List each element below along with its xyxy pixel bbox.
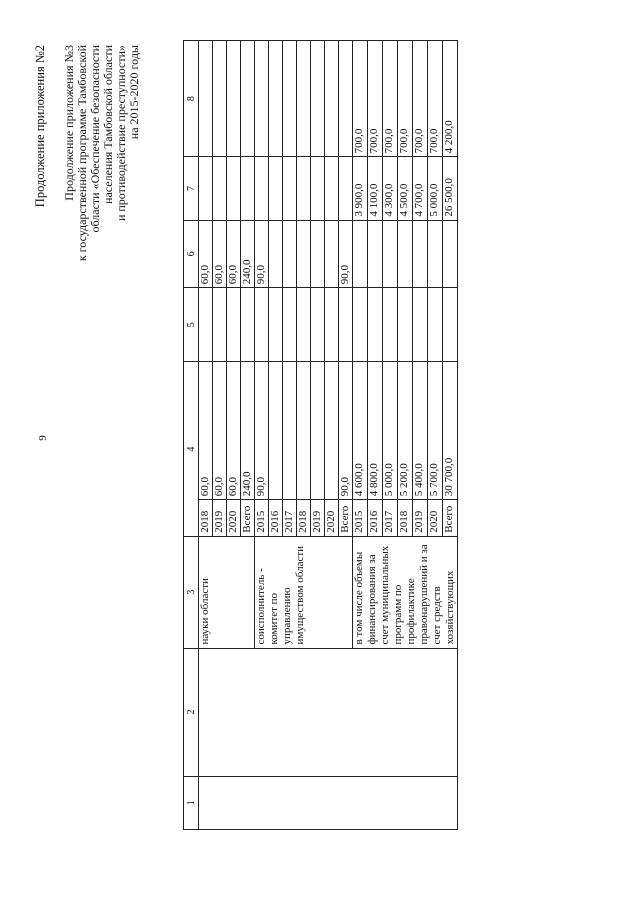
header-line: на 2015-2020 годы [127,45,141,140]
federal-cell [269,288,283,362]
column-number: 7 [184,157,199,220]
column-number: 5 [184,288,199,362]
funding-table-wrapper [183,40,458,830]
regional-cell: 90,0 [339,220,353,288]
total-cell: 5 400,0 [413,362,428,500]
total-cell: 60,0 [227,362,241,500]
regional-cell: 240,0 [241,220,255,288]
federal-cell [283,288,297,362]
column-number: 4 [184,362,199,536]
municipal-cell [269,157,283,220]
total-cell [311,362,325,500]
column-number-row [184,41,199,830]
total-cell: 4 600,0 [353,362,368,500]
continuation-label: Продолжение приложения №2 [33,45,47,208]
regional-cell [297,220,311,288]
federal-cell [368,288,383,362]
regional-cell [353,220,368,288]
year-cell: 2019 [311,500,325,536]
year-cell: 2018 [297,500,311,536]
regional-cell [413,220,428,288]
total-cell: 90,0 [255,362,269,500]
page-number: 9 [36,435,49,441]
other-cell [199,41,213,157]
other-cell [241,41,255,157]
year-cell: 2016 [368,500,383,536]
municipal-cell: 26 500,0 [443,157,458,220]
federal-cell [213,288,227,362]
header-line: населения Тамбовской области [101,45,115,204]
funding-table [183,40,458,830]
total-cell: 30 700,0 [443,362,458,500]
federal-cell [241,288,255,362]
year-cell: 2018 [398,500,413,536]
total-cell: 240,0 [241,362,255,500]
total-cell [325,362,339,500]
federal-cell [413,288,428,362]
municipal-cell [199,157,213,220]
municipal-cell: 4 300,0 [383,157,398,220]
regional-cell [398,220,413,288]
year-cell: 2017 [283,500,297,536]
document-header [34,45,141,405]
municipal-cell [213,157,227,220]
regional-cell [311,220,325,288]
federal-cell [311,288,325,362]
federal-cell [353,288,368,362]
federal-cell [199,288,213,362]
year-cell: 2020 [325,500,339,536]
regional-cell [269,220,283,288]
municipal-cell [255,157,269,220]
total-cell: 90,0 [339,362,353,500]
other-cell: 700,0 [368,41,383,157]
column-number: 6 [184,220,199,288]
other-cell [255,41,269,157]
municipal-cell [241,157,255,220]
column-number: 1 [184,776,199,829]
federal-cell [398,288,413,362]
total-cell: 4 800,0 [368,362,383,500]
other-cell [227,41,241,157]
municipal-cell [283,157,297,220]
regional-cell: 90,0 [255,220,269,288]
municipal-cell: 4 100,0 [368,157,383,220]
municipal-cell: 5 000,0 [428,157,443,220]
table-body [199,41,458,830]
other-cell [213,41,227,157]
other-cell: 700,0 [413,41,428,157]
regional-cell [325,220,339,288]
year-cell: 2020 [428,500,443,536]
column-number: 3 [184,536,199,648]
header-line: к государственной программе Тамбовской [75,45,89,262]
municipal-cell [311,157,325,220]
regional-cell [443,220,458,288]
municipal-cell: 3 900,0 [353,157,368,220]
municipal-cell [227,157,241,220]
federal-cell [383,288,398,362]
other-cell: 700,0 [428,41,443,157]
year-cell: 2015 [353,500,368,536]
total-cell: 60,0 [213,362,227,500]
year-cell: 2018 [199,500,213,536]
other-cell: 700,0 [383,41,398,157]
year-cell: Всего [241,500,255,536]
federal-cell [443,288,458,362]
column-number: 2 [184,648,199,776]
other-cell: 700,0 [353,41,368,157]
table-row [199,41,213,830]
other-cell [297,41,311,157]
total-cell: 60,0 [199,362,213,500]
regional-cell: 60,0 [213,220,227,288]
executor-label: науки области [199,536,255,648]
year-cell: 2019 [213,500,227,536]
federal-cell [255,288,269,362]
other-cell [325,41,339,157]
header-line: Продолжение приложения №3 [62,45,76,201]
other-cell [339,41,353,157]
federal-cell [325,288,339,362]
year-cell: 2020 [227,500,241,536]
year-cell: 2017 [383,500,398,536]
year-cell: 2015 [255,500,269,536]
federal-cell [227,288,241,362]
total-cell: 5 700,0 [428,362,443,500]
header-line: области «Обеспечение безопасности [88,45,102,233]
other-cell [311,41,325,157]
executor-label: соисполнитель - комитет по управлению имуществом области [255,536,353,648]
municipal-cell: 4 700,0 [413,157,428,220]
total-cell: 5 200,0 [398,362,413,500]
year-cell: 2019 [413,500,428,536]
other-cell: 700,0 [398,41,413,157]
other-cell: 4 200,0 [443,41,458,157]
total-cell [297,362,311,500]
other-cell [269,41,283,157]
column-number: 8 [184,41,199,157]
regional-cell [283,220,297,288]
federal-cell [297,288,311,362]
municipal-cell [325,157,339,220]
regional-cell: 60,0 [227,220,241,288]
empty-cell [199,648,458,776]
empty-cell [199,776,458,829]
year-cell: Всего [443,500,458,536]
total-cell [269,362,283,500]
federal-cell [428,288,443,362]
municipal-cell [339,157,353,220]
year-cell: 2016 [269,500,283,536]
regional-cell [383,220,398,288]
municipal-cell: 4 500,0 [398,157,413,220]
regional-cell [368,220,383,288]
year-cell: Всего [339,500,353,536]
other-cell [283,41,297,157]
total-cell [283,362,297,500]
header-line: и противодействие преступности» [114,45,128,222]
federal-cell [339,288,353,362]
executor-label: в том числе объемы финансирования за счет муниципальных программ по профилактике правонарушений и за счет средств хозяйствующих [353,536,458,648]
municipal-cell [297,157,311,220]
regional-cell [428,220,443,288]
total-cell: 5 000,0 [383,362,398,500]
regional-cell: 60,0 [199,220,213,288]
